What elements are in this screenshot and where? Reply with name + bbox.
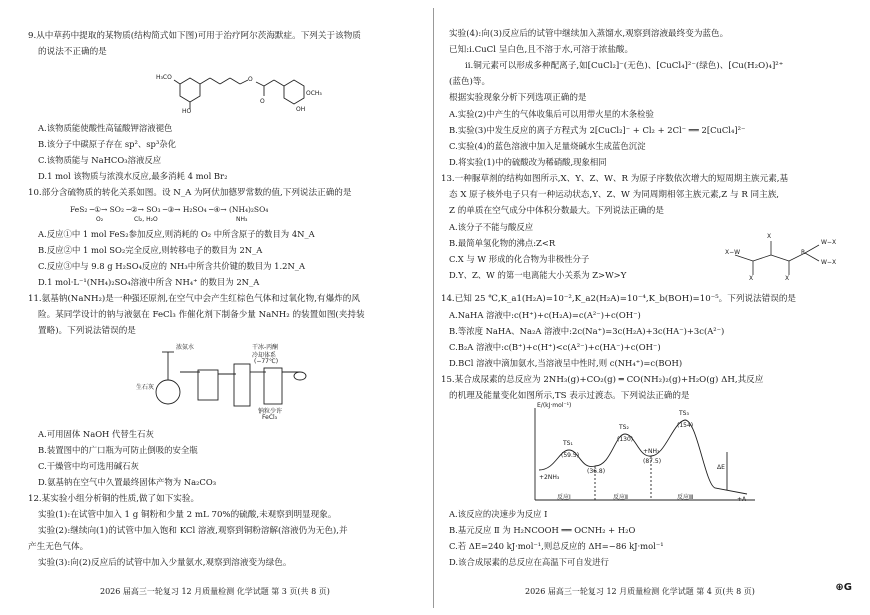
- q11-option-c[interactable]: C.干燥管中均可选用碱石灰: [38, 461, 139, 471]
- q14-stem: 14.已知 25 ℃,K_a1(H₂A)=10⁻²,K_a2(H₂A)=10⁻⁴,K_b(BOH)=10⁻⁵。下列说法错误的是: [441, 294, 797, 304]
- q15-stem-cont: 的机理及能量变化如图所示,TS 表示过渡态。下列说法正确的是: [449, 391, 690, 401]
- q9-stem: 9.从中草药中提取的某物质(结构简式如下图)可用于治疗阿尔茨海默症。下列关于该物质: [28, 31, 361, 41]
- q13-option-b[interactable]: B.最简单氢化物的沸点:Z<R: [449, 238, 556, 248]
- q11-option-a[interactable]: A.可用固体 NaOH 代替生石灰: [38, 429, 154, 439]
- q11-label-fecl3: FeCl₃: [262, 414, 278, 421]
- energy-step-1: 反应Ⅰ: [557, 494, 571, 501]
- q11-label-ammonia: 浓氨水: [176, 344, 195, 351]
- q11-apparatus-figure: [136, 342, 310, 421]
- right-page: [435, 0, 870, 615]
- q13-option-c[interactable]: C.X 与 W 形成的化合物为非极性分子: [449, 254, 590, 264]
- energy-value-3: (130): [617, 436, 634, 443]
- q13-option-a[interactable]: A.该分子不能与酸反应: [449, 222, 534, 232]
- left-page-footer: 2026 届高三一轮复习 12 月质量检测 化学试题 第 3 页(共 8 页): [100, 587, 330, 596]
- q13-stem-cont2: Z 的单质在空气成分中体积分数最大。下列说法正确的是: [449, 206, 664, 216]
- energy-step-2: 反应Ⅱ: [613, 494, 628, 501]
- q12-exp1: 实验(1):在试管中加入 1 g 铜粉和少量 2 mL 70%的硫酸,未观察到明显现象。: [38, 510, 337, 520]
- right-page-footer: 2026 届高三一轮复习 12 月质量检测 化学试题 第 4 页(共 8 页): [525, 587, 755, 596]
- q11-option-d[interactable]: D.氨基钠在空气中久置最终固体产物为 Na₂CO₃: [38, 477, 217, 487]
- q12-exp4: 实验(4):向(3)反应后的试管中继续加入蒸馏水,观察到溶液最终变为蓝色。: [449, 29, 729, 39]
- q14-option-b[interactable]: B.等浓度 NaHA、Na₂A 溶液中:2c(Na⁺)=3c(H₂A)+3c(HA⁻)+3c(A²⁻): [449, 326, 725, 336]
- q11-stem: 11.氨基钠(NaNH₂)是一种强还原剂,在空气中会产生红棕色气体和过氧化物,有爆炸的风: [28, 294, 360, 304]
- energy-ylabel: E/(kJ·mol⁻¹): [537, 402, 572, 409]
- q12-option-d[interactable]: D.将实验(1)中的硫酸改为稀硝酸,现象相同: [449, 157, 607, 167]
- corner-logo: ⊕G: [835, 582, 852, 593]
- energy-value-4: (87.5): [643, 458, 662, 465]
- q10-reagent-3: NH₃: [236, 216, 248, 223]
- q12-exp2-cont: 产生无色气体。: [28, 542, 89, 552]
- q14-option-d[interactable]: D.BCl 溶液中滴加氨水,当溶液呈中性时,则 c(NH₄⁺)=c(BOH): [449, 358, 683, 368]
- q9-stem-cont: 的说法不正确的是: [38, 47, 107, 57]
- energy-value-2: (36.8): [587, 468, 606, 475]
- q14-option-c[interactable]: C.B₂A 溶液中:c(B⁺)+c(H⁺)<c(A²⁻)+c(HA⁻)+c(OH⁻): [449, 342, 661, 352]
- energy-start-label: +2NH₃: [539, 474, 560, 481]
- q9-h3co-label: H₃CO: [156, 74, 172, 81]
- q15-option-b[interactable]: B.基元反应 Ⅱ 为 H₂NCOOH ══ OCNH₂ + H₂O: [449, 525, 636, 535]
- q13-stem-cont: 态 X 原子核外电子只有一种运动状态,Y、Z、W 为同周期相邻主族元素,Z 与 R 同主族,: [449, 190, 780, 200]
- q15-stem: 15.某合成尿素的总反应为 2NH₃(g)+CO₂(g) ═ CO(NH₂)₂(g)+H₂O(g) ΔH,其反应: [441, 375, 764, 385]
- q9-option-a[interactable]: A.该物质能使酸性高锰酸钾溶液褪色: [38, 123, 173, 133]
- q12-known-2: ⅱ.铜元素可以形成多种配离子,如[CuCl₂]⁻(无色)、[CuCl₄]²⁻(绿色)、[Cu(H₂O)₄]²⁺: [465, 61, 784, 71]
- q12-option-a[interactable]: A.实验(2)中产生的气体收集后可以用带火星的木条检验: [449, 109, 654, 119]
- q12-stem: 12.某实验小组分析铜的性质,做了如下实验。: [28, 494, 200, 504]
- q9-option-b[interactable]: B.该分子中碳原子存在 sp²、sp³杂化: [38, 139, 177, 149]
- q11-label-temp: (−77℃): [254, 358, 279, 365]
- q9-ho-label: HO: [182, 108, 192, 115]
- q12-known-1: 已知:i.CuCl 呈白色,且不溶于水,可溶于浓盐酸。: [449, 45, 634, 55]
- energy-de-label: ΔE: [717, 464, 725, 471]
- q11-label-dryice: 干冰-丙酮: [252, 344, 279, 351]
- q10-option-c[interactable]: C.反应③中与 9.8 g H₂SO₄反应的 NH₃中所含共价键的数目为 1.2N_A: [38, 261, 306, 271]
- q10-option-b[interactable]: B.反应②中 1 mol SO₂完全反应,则转移电子的数目为 2N_A: [38, 245, 263, 255]
- q11-option-b[interactable]: B.装置图中的广口瓶为可防止倒吸的安全瓶: [38, 445, 198, 455]
- energy-value-5: (154): [677, 422, 694, 429]
- q14-option-a[interactable]: A.NaHA 溶液中:c(H⁺)+c(H₂A)=c(A²⁻)+c(OH⁻): [449, 310, 641, 320]
- q11-label-na: 钠粒少许: [258, 408, 283, 415]
- q11-label-cao: 生石灰: [136, 384, 155, 391]
- q10-option-a[interactable]: A.反应①中 1 mol FeS₂参加反应,则消耗的 O₂ 中所含原子的数目为 4N_A: [38, 229, 315, 239]
- energy-step-3: 反应Ⅲ: [677, 494, 694, 501]
- q11-stem-cont2: 置略)。下列说法错误的是: [38, 326, 136, 336]
- energy-ts2: TS₂: [619, 424, 629, 431]
- energy-mid-label: +NH₃: [643, 448, 660, 455]
- q13-structure-figure: X−W X R W−X W−X X X: [725, 233, 837, 282]
- q10-reagent-1: O₂: [96, 216, 104, 223]
- energy-end-label: +A: [737, 496, 747, 503]
- q12-exp3: 实验(3):向(2)反应后的试管中加入少量氨水,观察到溶液变为绿色。: [38, 558, 292, 568]
- q10-option-d[interactable]: D.1 mol·L⁻¹(NH₄)₂SO₄溶液中所含 NH₄⁺ 的数目为 2N_A: [38, 277, 260, 287]
- energy-value-1: (59.5): [561, 452, 580, 459]
- energy-ts3: TS₃: [679, 410, 689, 417]
- energy-ts1: TS₁: [563, 440, 573, 447]
- q15-option-d[interactable]: D.该合成尿素的总反应在高温下可自发进行: [449, 557, 609, 567]
- q12-known-2-cont: (蓝色)等。: [449, 77, 491, 87]
- q9-option-d[interactable]: D.1 mol 该物质与浓溴水反应,最多消耗 4 mol Br₂: [38, 171, 228, 181]
- q12-ask: 根据实验现象分析下列选项正确的是: [449, 93, 587, 103]
- q15-energy-diagram: [515, 404, 765, 508]
- q12-exp2: 实验(2):继续向(1)的试管中加入饱和 KCl 溶液,观察到铜粉溶解(溶液仍为无色),并: [38, 526, 348, 536]
- q9-option-c[interactable]: C.该物质能与 NaHCO₃溶液反应: [38, 155, 162, 165]
- q12-option-b[interactable]: B.实验(3)中发生反应的离子方程式为 2[CuCl₂]⁻ + Cl₂ + 2Cl⁻ ══ 2[CuCl₄]²⁻: [449, 125, 746, 135]
- q13-option-d[interactable]: D.Y、Z、W 的第一电离能大小关系为 Z>W>Y: [449, 270, 627, 280]
- q13-stem: 13.一种脲草剂的结构如图所示,X、Y、Z、W、R 为原子序数依次增大的短周期主族元素,基: [441, 174, 789, 184]
- q9-structure-figure: H₃CO HO O O OCH₃ OH: [156, 74, 322, 115]
- q15-option-c[interactable]: C.若 ΔE=240 kJ·mol⁻¹,则总反应的 ΔH=−86 kJ·mol⁻¹: [449, 541, 664, 551]
- q10-reagent-2: Cl₂, H₂O: [134, 216, 158, 223]
- q9-oh-label: OH: [296, 106, 306, 113]
- q15-option-a[interactable]: A.该反应的决速步为反应 Ⅰ: [449, 509, 548, 519]
- q9-och3-label: OCH₃: [306, 90, 322, 97]
- q11-label-cool: 冷却体系: [252, 352, 277, 359]
- q10-scheme: FeS₂ ─①→ SO₂ ─②→ SO₃ ─③→ H₂SO₄ ─④→ (NH₄)₂SO₄: [70, 205, 269, 214]
- q12-option-c[interactable]: C.实验(4)的蓝色溶液中加入足量烧碱水生成蓝色沉淀: [449, 141, 646, 151]
- q10-stem: 10.部分含硫物质的转化关系如图。设 N_A 为阿伏加德罗常数的值,下列说法正确的是: [28, 188, 352, 198]
- q11-stem-cont: 险。某同学设计的钠与液氨在 FeCl₃ 作催化剂下制备少量 NaNH₂ 的装置如图(夹持装: [38, 310, 365, 320]
